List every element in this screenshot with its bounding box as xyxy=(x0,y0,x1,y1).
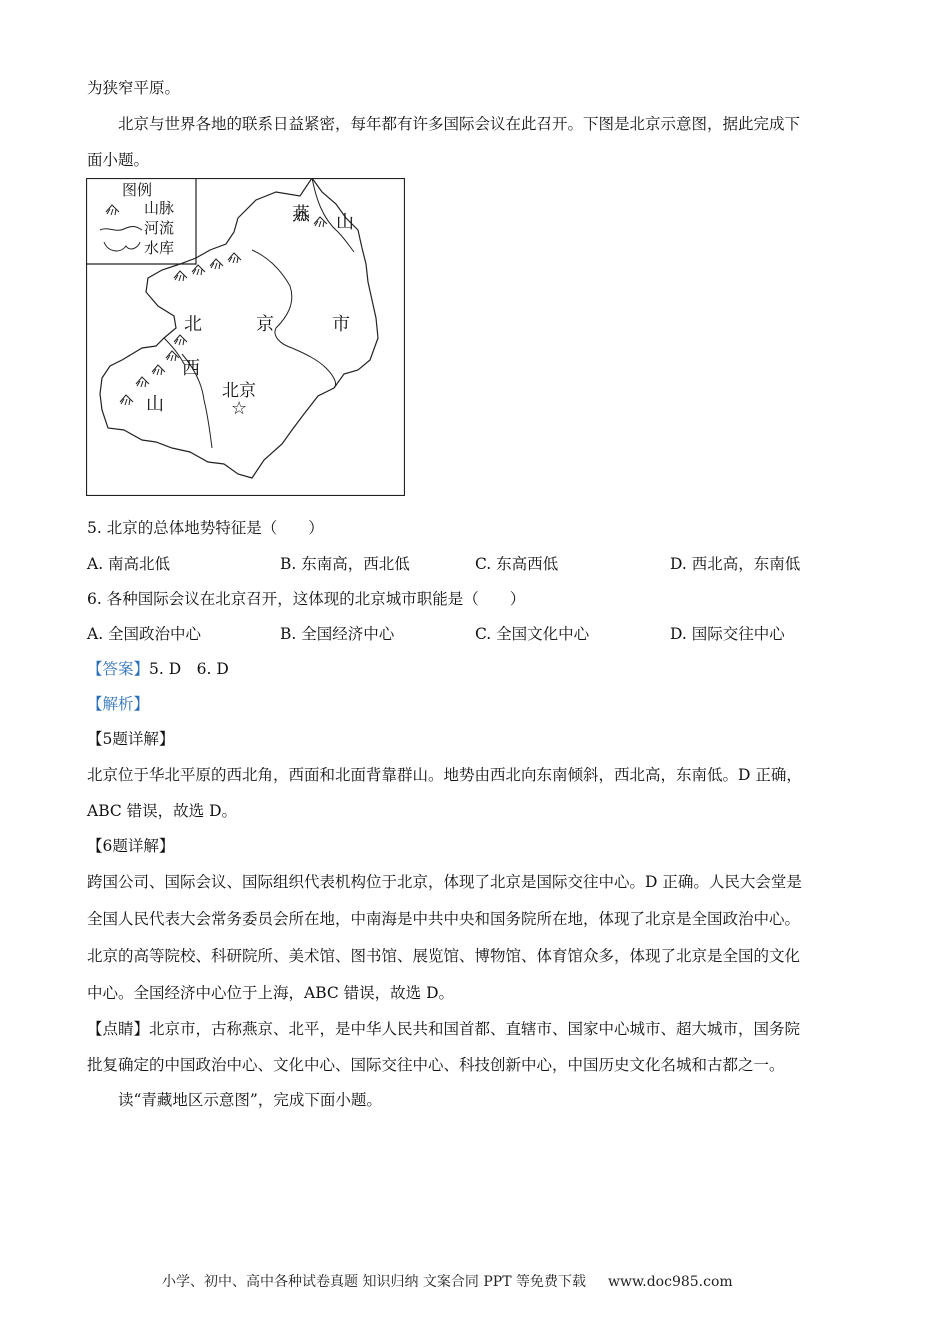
q6-detail-line-1: 跨国公司、国际会议、国际组织代表机构位于北京，体现了北京是国际交往中心。D 正确。人民大会堂是 xyxy=(87,873,802,891)
footer-url[interactable]: www.doc985.com xyxy=(607,1274,733,1290)
q5-option-b: B. 东南高，西北低 xyxy=(280,555,410,573)
legend-mountain: 山脉 xyxy=(144,199,175,217)
q6-detail-tag: 【6题详解】 xyxy=(87,837,175,855)
capital-star-icon: ☆ xyxy=(231,398,248,419)
q6-option-a: A. 全国政治中心 xyxy=(87,625,202,643)
q5-detail-line-1: 北京位于华北平原的西北角，西面和北面背靠群山。地势由西北向东南倾斜，西北高，东南低。D 正确， xyxy=(87,766,802,784)
answer-text: 5. D 6. D xyxy=(149,660,229,678)
q5-detail-line-2: ABC 错误，故选 D。 xyxy=(87,802,238,820)
q6-option-d: D. 国际交往中心 xyxy=(670,625,785,643)
next-prompt: 读“青藏地区示意图”，完成下面小题。 xyxy=(118,1091,382,1109)
q5-detail-tag: 【5题详解】 xyxy=(87,730,175,748)
label-xi: 西 xyxy=(182,358,200,379)
label-yan: 燕 xyxy=(292,204,310,225)
q6-option-c: C. 全国文化中心 xyxy=(475,625,590,643)
label-jing: 京 xyxy=(256,314,274,335)
tip-text-1: 北京市，古称燕京、北平，是中华人民共和国首都、直辖市、国家中心城市、超大城市，国务院 xyxy=(149,1020,801,1038)
q6-detail-line-4: 中心。全国经济中心位于上海，ABC 错误，故选 D。 xyxy=(87,984,455,1002)
footer xyxy=(162,1271,733,1291)
q5-option-c: C. 东高西低 xyxy=(475,555,559,573)
analysis-tag: 【解析】 xyxy=(87,695,150,713)
passage-line-1: 北京与世界各地的联系日益紧密，每年都有许多国际会议在此召开。下图是北京示意图，据此完成下 xyxy=(118,115,801,133)
q6-detail-line-3: 北京的高等院校、科研院所、美术馆、图书馆、展览馆、博物馆、体育馆众多，体现了北京是全国的文化 xyxy=(87,947,801,965)
label-shan-west: 山 xyxy=(146,394,164,415)
q6-stem: 6. 各种国际会议在北京召开，这体现的北京城市职能是（ ） xyxy=(87,590,526,608)
label-bei: 北 xyxy=(184,314,202,335)
label-shan-north: 山 xyxy=(336,212,354,233)
label-beijing-city: 北京 xyxy=(222,381,256,401)
tip-line-1 xyxy=(87,1017,800,1039)
q5-stem: 5. 北京的总体地势特征是（ ） xyxy=(87,519,324,537)
legend-river: 河流 xyxy=(144,219,175,237)
beijing-map xyxy=(86,178,405,496)
tip-tag: 【点睛】 xyxy=(87,1020,150,1038)
legend-reservoir: 水库 xyxy=(144,239,175,257)
answer-line xyxy=(87,657,229,679)
legend-title: 图例 xyxy=(122,181,153,199)
q5-option-d: D. 西北高，东南低 xyxy=(670,555,801,573)
q6-detail-line-2: 全国人民代表大会常务委员会所在地，中南海是中共中央和国务院所在地，体现了北京是全国政治中心。 xyxy=(87,910,801,928)
label-shi: 市 xyxy=(332,314,350,335)
footer-text: 小学、初中、高中各种试卷真题 知识归纳 文案合同 PPT 等免费下载 xyxy=(162,1274,586,1290)
q5-option-a: A. 南高北低 xyxy=(87,555,171,573)
tip-line-2: 批复确定的中国政治中心、文化中心、国际交往中心、科技创新中心，中国历史文化名城和古都之一。 xyxy=(87,1056,785,1074)
passage-line-2: 面小题。 xyxy=(87,151,150,169)
q6-option-b: B. 全国经济中心 xyxy=(280,625,395,643)
intro-tail: 为狭窄平原。 xyxy=(87,79,181,97)
answer-tag: 【答案】 xyxy=(87,660,150,678)
